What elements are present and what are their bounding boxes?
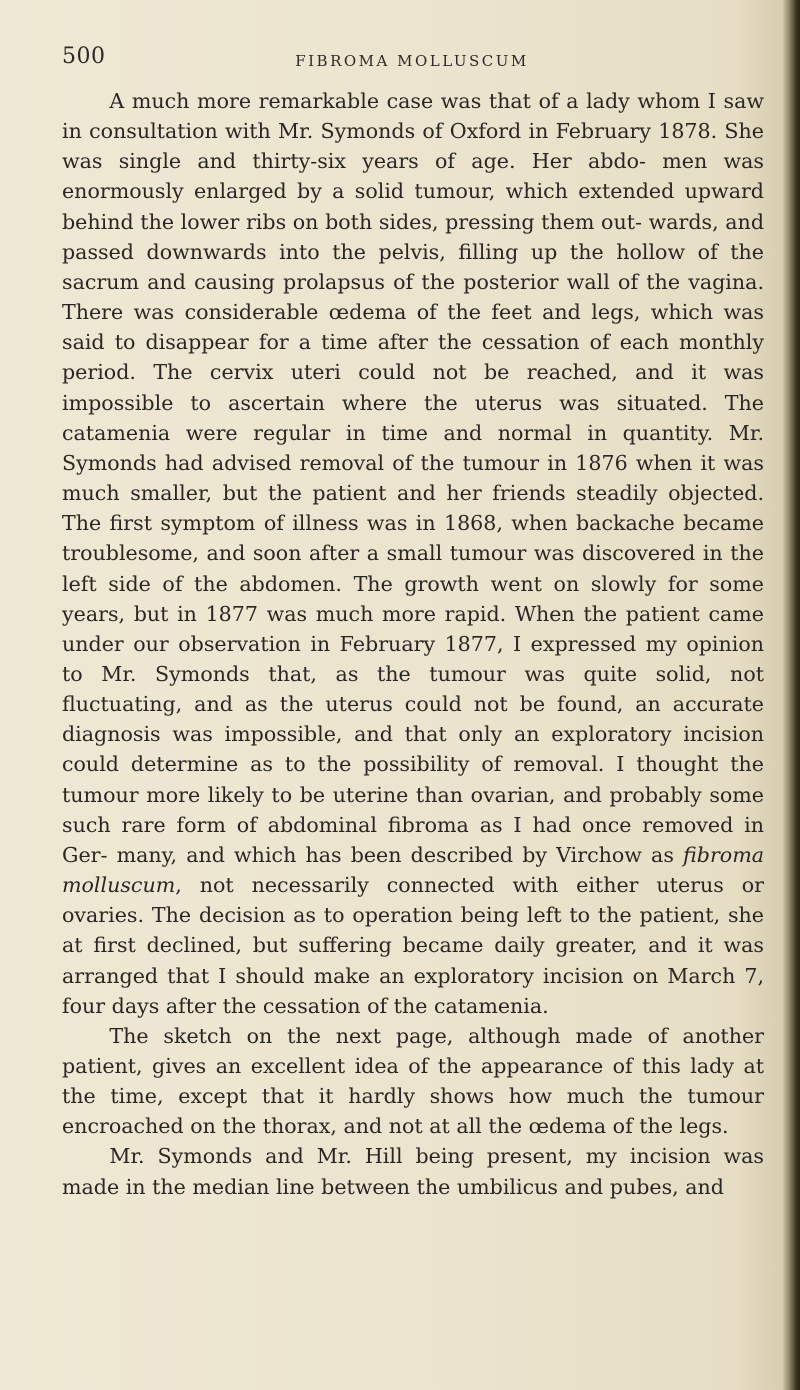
paragraph-1: [62, 86, 764, 1021]
page-number: 500: [62, 44, 106, 69]
paragraph-2: The sketch on the next page, although made of another patient, gives an excellent idea of the appearance of this lady at the time, except that it hardly shows how much the tumour encroached on the thorax, and not at all the œdema of the legs.: [62, 1023, 764, 1139]
paragraph-1-text-continued: , not necessarily connected with either uterus or ovaries. The decision as to operation being left to the patient, she at first declined, but suffering became daily greater, and it was arranged that I should make an exploratory incision on March 7, four days after the cessation of the catamenia.: [62, 873, 764, 1018]
paragraph-1-text: A much more remarkable case was that of a lady whom I saw in consultation with Mr. Symonds of Oxford in February 1878. She was single and thirty-six years of age. Her abdo- men was enormously enlarged by a solid tumour, which extended upward behind the lower ribs on both sides, pressing them out- wards, and passed downwards into the pelvis, filling up the hollow of the sacrum and causing prolapsus of the posterior wall of the vagina. There was considerable œdema of the feet and legs, which was said to disappear for a time after the cessation of each monthly period. The cervix uteri could not be reached, and it was impossible to ascertain where the uterus was situated. The catamenia were regular in time and normal in quantity. Mr. Symonds had advised removal of the tumour in 1876 when it was much smaller, but the patient and her friends steadily objected. The first symptom of illness was in 1868, when backache became troublesome, and soon after a small tumour was discovered in the left side of the abdomen. The growth went on slowly for some years, but in 1877 was much more rapid. When the patient came under our observation in February 1877, I expressed my opinion to Mr. Symonds that, as the tumour was quite solid, not fluctuating, and as the uterus could not be found, an accurate diagnosis was impossible, and that only an exploratory incision could determine as to the possibility of removal. I thought the tumour more likely to be uterine than ovarian, and probably some such rare form of abdominal fibroma as I had once removed in Ger- many, and which has been described by Virchow as: [62, 89, 764, 867]
running-head: FIBROMA MOLLUSCUM: [295, 52, 529, 70]
paragraph-3: Mr. Symonds and Mr. Hill being present, my incision was made in the median line between the umbilicus and pubes, and: [62, 1144, 764, 1199]
page-edge-shadow: [782, 0, 800, 1390]
paragraph-1-italic-term: fibroma molluscum: [62, 842, 764, 898]
page-header: [62, 44, 762, 84]
body-text: [62, 86, 764, 1202]
